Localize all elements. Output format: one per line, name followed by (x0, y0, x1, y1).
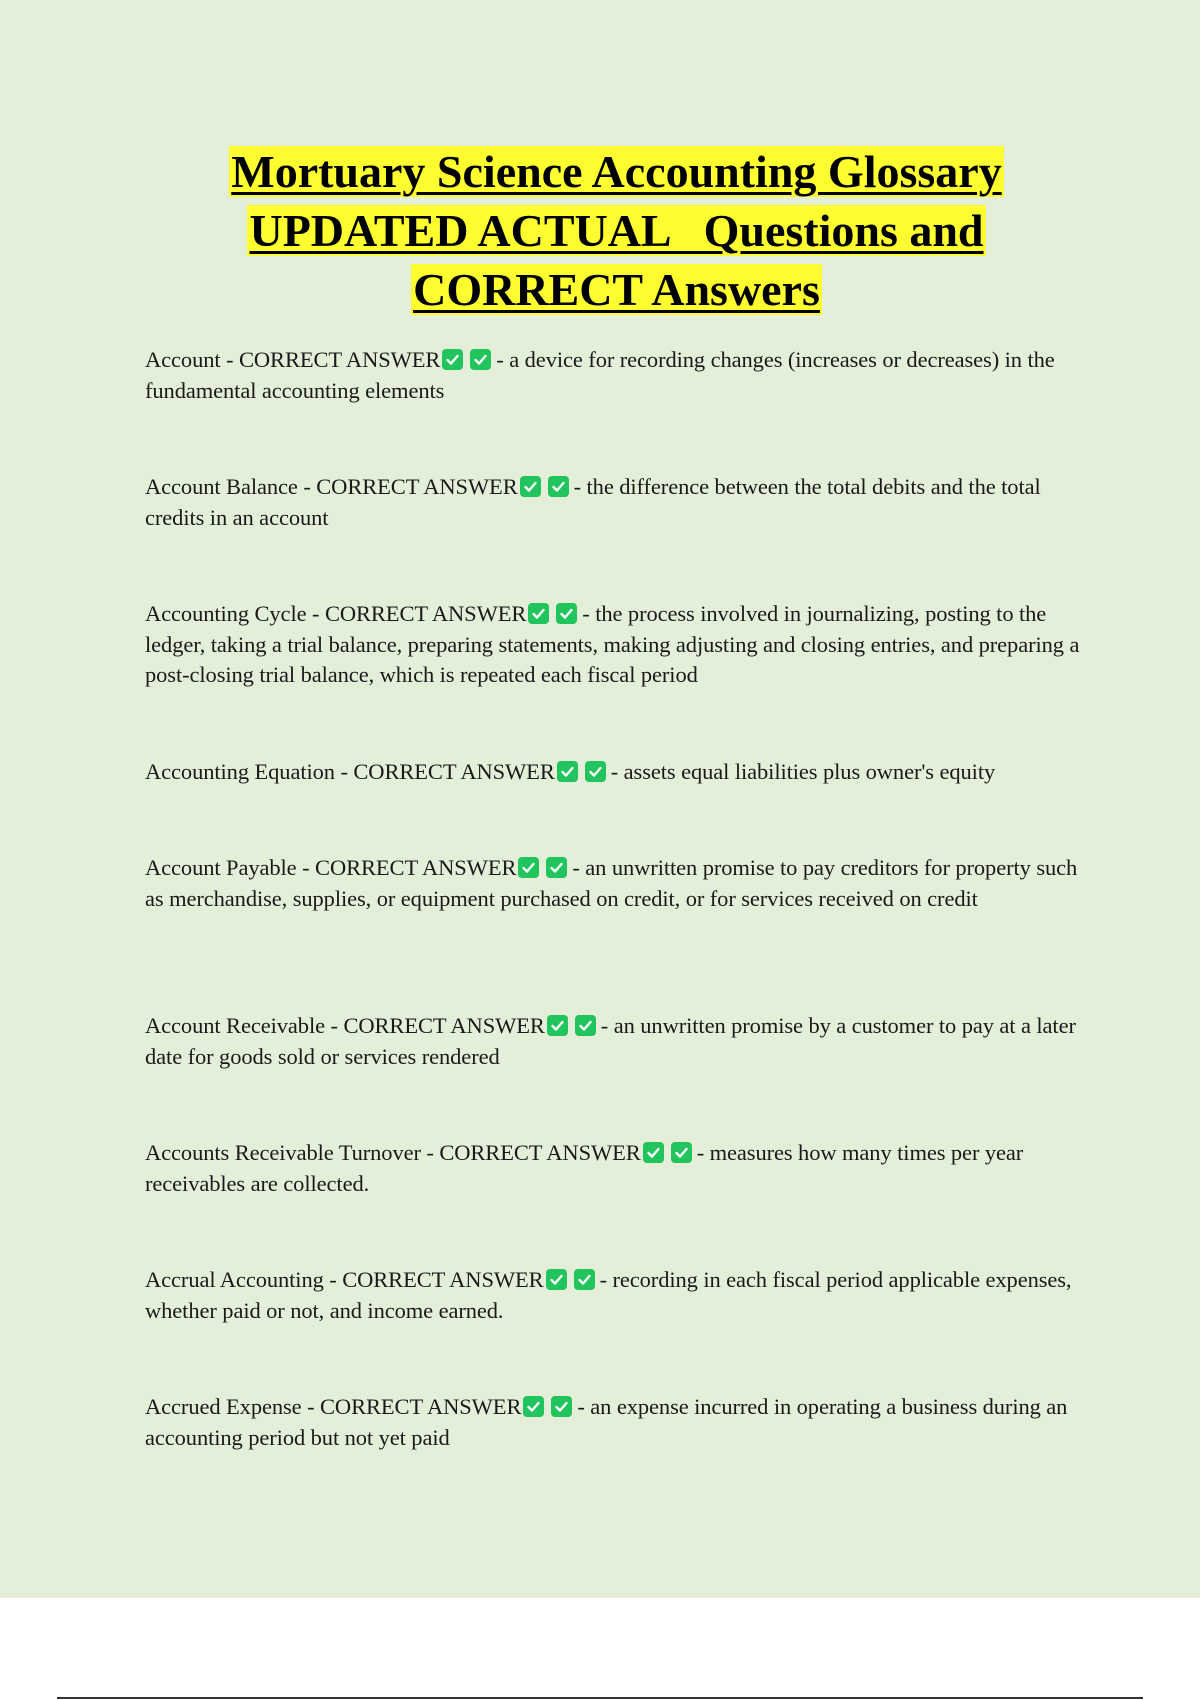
glossary-term: Accrued Expense (145, 1394, 302, 1419)
glossary-term: Accounting Equation (145, 759, 335, 784)
answer-label: CORRECT ANSWER (439, 1140, 641, 1165)
glossary-entry: Accrual Accounting - CORRECT ANSWER - recording in each fiscal period applicable expenses, whether paid or not, and income earned. (145, 1267, 1072, 1323)
glossary-entry: Accounting Cycle - CORRECT ANSWER - the process involved in journalizing, posting to the ledger, taking a trial balance, preparing statements, making adjusting and closing entries, and preparing a post-closing trial balance, which is repeated each fiscal period (145, 601, 1080, 687)
answer-label: CORRECT ANSWER (324, 601, 527, 626)
answer-label: CORRECT ANSWER (320, 1394, 522, 1419)
glossary-term: Accounts Receivable Turnover (145, 1140, 421, 1165)
glossary-term: Account Payable (145, 855, 297, 880)
check-mark-icon (551, 1396, 572, 1417)
check-mark-icon (442, 349, 463, 370)
glossary-definition: recording in each fiscal period applicable expenses, whether paid or not, and income earned. (145, 1267, 1072, 1323)
glossary-term: Account Receivable (145, 1013, 325, 1038)
glossary-definition: the process involved in journalizing, posting to the ledger, taking a trial balance, preparing statements, making adjusting and closing entries, and preparing a post-closing trial balance, which is repeated each fiscal period (145, 601, 1080, 687)
check-mark-icon (671, 1142, 692, 1163)
answer-label: CORRECT ANSWER (353, 759, 555, 784)
glossary-definition: an expense incurred in operating a business during an accounting period but not yet paid (145, 1394, 1068, 1450)
check-mark-icon (523, 1396, 544, 1417)
glossary-definition: a device for recording changes (increases or decreases) in the fundamental accounting elements (145, 347, 1055, 403)
check-mark-icon (574, 1269, 595, 1290)
check-mark-icon (557, 761, 578, 782)
check-mark-icon (518, 857, 539, 878)
glossary-term: Account Balance (145, 474, 298, 499)
glossary-definition: an unwritten promise by a customer to pay at a later date for goods sold or services rendered (145, 1013, 1076, 1069)
glossary-definition: assets equal liabilities plus owner's equity (623, 759, 996, 784)
glossary-definition: measures how many times per year receivables are collected. (145, 1140, 1024, 1196)
answer-label: CORRECT ANSWER (342, 1267, 544, 1292)
title-line-3: CORRECT Answers (413, 264, 820, 315)
check-mark-icon (546, 1269, 567, 1290)
glossary-entry: Accrued Expense - CORRECT ANSWER - an expense incurred in operating a business during an accounting period but not yet paid (145, 1394, 1068, 1450)
answer-label: CORRECT ANSWER (343, 1013, 545, 1038)
glossary-entry: Account - CORRECT ANSWER - a device for recording changes (increases or decreases) in the fundamental accounting elements (145, 347, 1055, 403)
check-mark-icon (528, 603, 549, 624)
glossary-term: Accounting Cycle (145, 601, 307, 626)
glossary-entry: Accounts Receivable Turnover - CORRECT ANSWER - measures how many times per year receivables are collected. (145, 1140, 1024, 1196)
check-mark-icon (643, 1142, 664, 1163)
check-mark-icon (547, 1015, 568, 1036)
glossary-entry: Accounting Equation - CORRECT ANSWER - assets equal liabilities plus owner's equity (145, 759, 996, 784)
glossary-term: Accrual Accounting (145, 1267, 324, 1292)
check-mark-icon (546, 857, 567, 878)
check-mark-icon (575, 1015, 596, 1036)
glossary-definition: an unwritten promise to pay creditors for property such as merchandise, supplies, or equipment purchased on credit, or for services received on credit (145, 855, 1078, 911)
glossary-entry: Account Payable - CORRECT ANSWER - an unwritten promise to pay creditors for property such as merchandise, supplies, or equipment purchased on credit, or for services received on credit (145, 855, 1078, 911)
answer-label: CORRECT ANSWER (238, 347, 441, 372)
check-mark-icon (470, 349, 491, 370)
glossary-definition: the difference between the total debits and the total credits in an account (145, 474, 1041, 530)
check-mark-icon (520, 476, 541, 497)
document-title (100, 142, 1133, 319)
title-line-1: Mortuary Science Accounting Glossary (231, 146, 1002, 197)
glossary-entry: Account Receivable - CORRECT ANSWER - an unwritten promise by a customer to pay at a later date for goods sold or services rendered (145, 1013, 1076, 1069)
check-mark-icon (548, 476, 569, 497)
title-line-2: UPDATED ACTUAL Questions and (249, 205, 984, 256)
glossary-term: Account (145, 347, 221, 372)
check-mark-icon (556, 603, 577, 624)
footer-divider (57, 1697, 1143, 1699)
check-mark-icon (585, 761, 606, 782)
answer-label: CORRECT ANSWER (316, 474, 518, 499)
answer-label: CORRECT ANSWER (315, 855, 517, 880)
glossary-entry: Account Balance - CORRECT ANSWER - the difference between the total debits and the total credits in an account (145, 474, 1041, 530)
